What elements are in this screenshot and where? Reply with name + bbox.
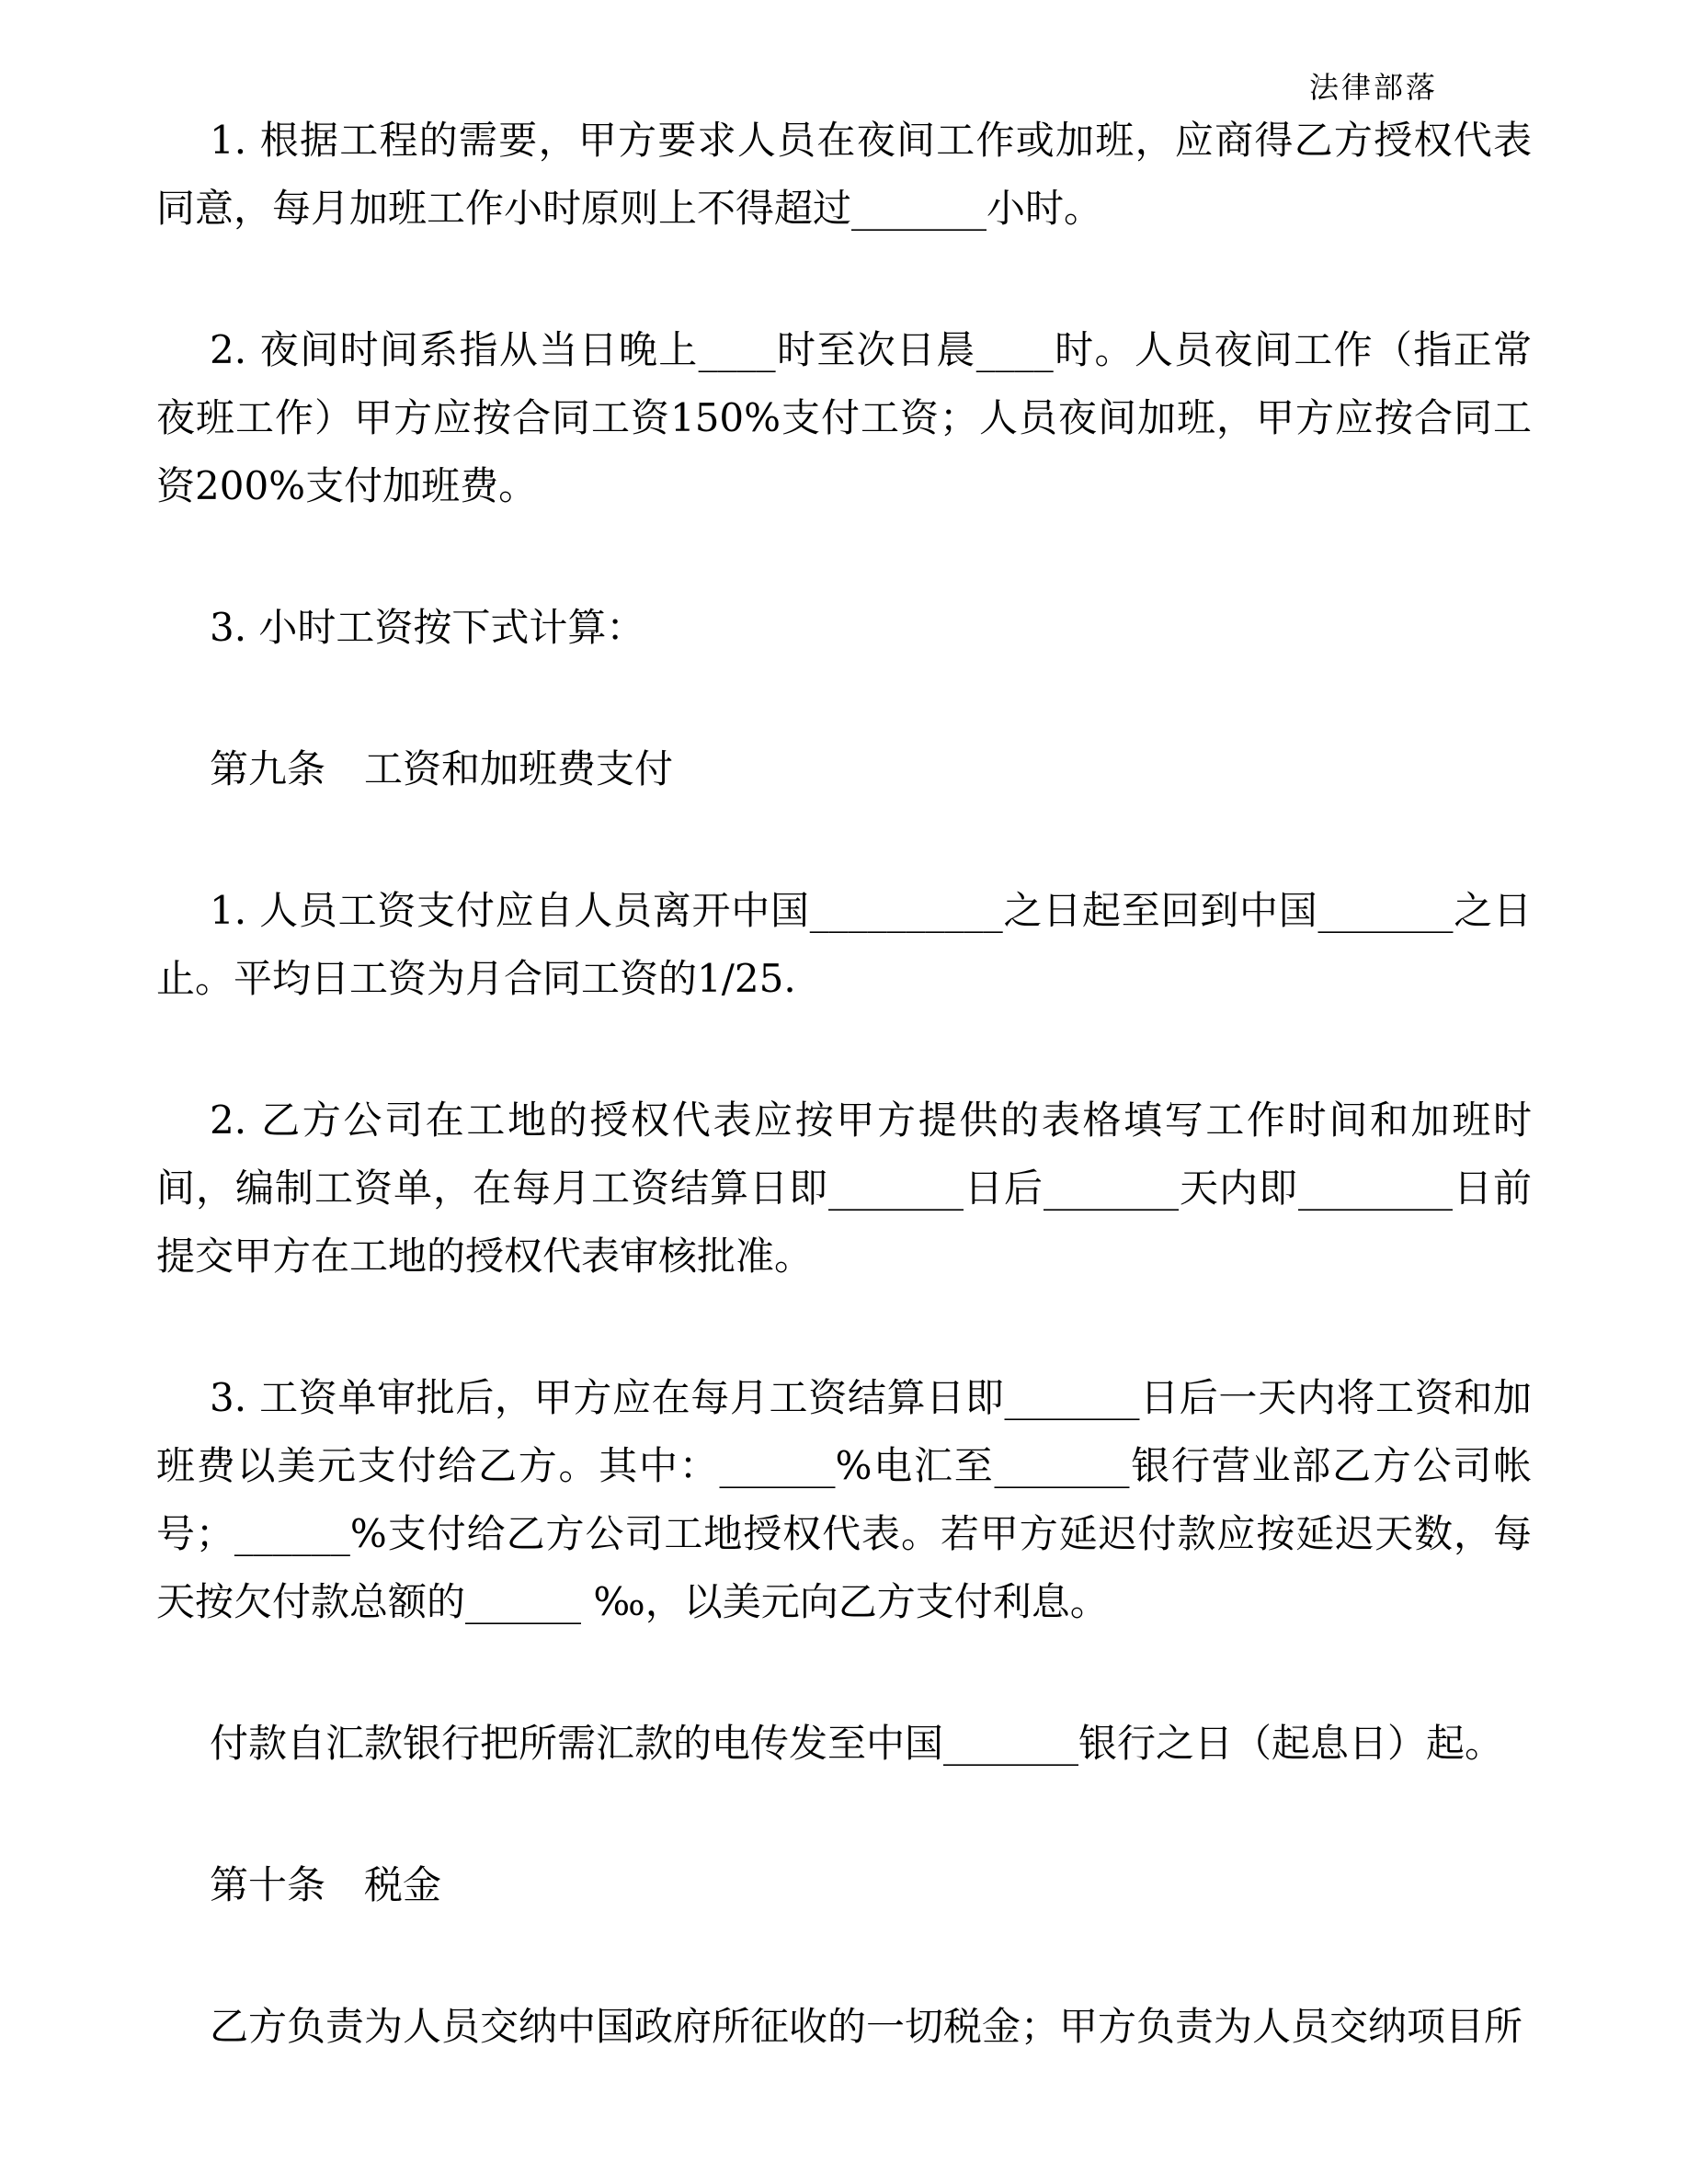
para-value-date: 付款自汇款银行把所需汇款的电传发至中国_______银行之日（起息日）起。 — [210, 1721, 1504, 1766]
heading-article-9: 第九条 工资和加班费支付 — [210, 746, 674, 791]
para-hourly-wage-formula: 3. 小时工资按下式计算： — [210, 605, 645, 650]
para-overtime-limit: 1. 根据工程的需要，甲方要求人员在夜间工作或加班，应商得乙方授权代表同意，每月加班工作小时原则上不得超过_______小时。 — [156, 118, 1532, 231]
watermark-text: 法律部落 — [1308, 70, 1438, 105]
heading-article-10: 第十条 税金 — [210, 1862, 442, 1907]
para-tax-responsibility: 乙方负责为人员交纳中国政府所征收的一切税金；甲方负责为人员交纳项目所 — [210, 2004, 1523, 2049]
para-night-hours: 2. 夜间时间系指从当日晚上____时至次日晨____时。人员夜间工作（指正常夜班工作）甲方应按合同工资150%支付工资；人员夜间加班，甲方应按合同工资200%支付加班费。 — [156, 327, 1532, 508]
para-payroll-preparation: 2. 乙方公司在工地的授权代表应按甲方提供的表格填写工作时间和加班时间，编制工资单，在每月工资结算日即_______日后_______天内即________日前提交甲方在工地的授权代表审核批准。 — [156, 1098, 1532, 1279]
para-payment-method: 3. 工资单审批后，甲方应在每月工资结算日即_______日后一天内将工资和加班费以美元支付给乙方。其中：______%电汇至_______银行营业部乙方公司帐号；______%支付给乙方公司工地授权代表。若甲方延迟付款应按延迟天数，每天按欠付款总额的______ ‰，以美元向乙方支付利息。 — [156, 1375, 1532, 1624]
para-wage-payment-period: 1. 人员工资支付应自人员离开中国__________之日起至回到中国_______之日止。平均日工资为月合同工资的1/25. — [156, 888, 1532, 1001]
document-body — [156, 107, 1532, 2061]
